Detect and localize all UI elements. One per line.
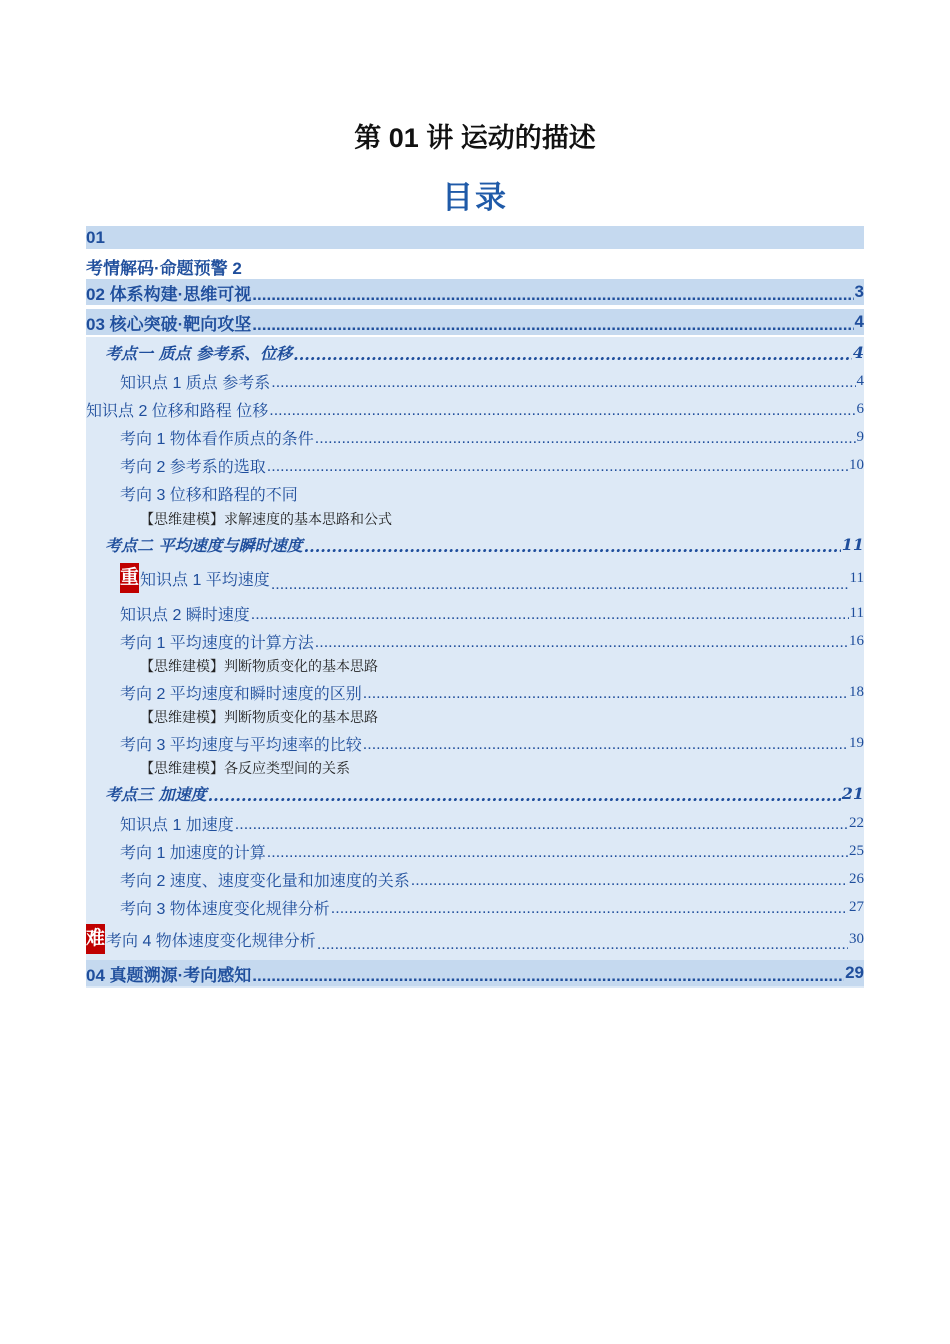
toc-entry-label: 考向 1 平均速度的计算方法 (120, 634, 314, 652)
toc-entry-label: 考向 1 加速度的计算 (120, 844, 266, 862)
toc-kaoxiang-3-3[interactable] (86, 895, 864, 919)
dot-leader (304, 541, 841, 557)
toc-page-number: 4 (852, 342, 864, 362)
toc-entry-label: 【思维建模】判断物质变化的基本思路 (140, 659, 378, 675)
dot-leader (267, 461, 848, 477)
toc-entry-label: 考点二 平均速度与瞬时速度 (105, 535, 303, 555)
toc-zhishidian-2-2[interactable] (86, 601, 864, 625)
toc-page-number: 16 (849, 632, 864, 649)
toc-zhishidian-2-1[interactable] (86, 561, 864, 595)
dot-leader (315, 433, 856, 449)
key-point-badge: 重 (120, 563, 139, 593)
toc-section-02[interactable] (86, 279, 864, 305)
toc-entry-label: 02 体系构建·思维可视 (86, 284, 252, 304)
toc-kaoxiang-3-1[interactable] (86, 839, 864, 863)
toc-kaoxiang-3-2[interactable] (86, 867, 864, 891)
toc-entry-label: 【思维建模】求解速度的基本思路和公式 (140, 512, 392, 528)
dot-leader (252, 319, 853, 335)
document-title: 第 01 讲 运动的描述 (354, 123, 596, 153)
dot-leader (252, 289, 853, 305)
dot-leader (269, 405, 855, 421)
toc-siwei-jianmo-2[interactable] (86, 655, 864, 677)
toc-kaoxiang-2-2[interactable] (86, 680, 864, 704)
toc-kaoxiang-1-1[interactable] (86, 425, 864, 449)
toc-siwei-jianmo-4[interactable] (86, 757, 864, 779)
toc-section-01-title[interactable] (86, 254, 864, 278)
toc-entry-label: 知识点 1 平均速度 (140, 571, 270, 589)
dot-leader (271, 377, 855, 393)
toc-entry-label: 04 真题溯源·考向感知 (86, 965, 252, 985)
dot-leader (331, 903, 848, 919)
toc-entry-label: 考点一 质点 参考系、位移 (105, 343, 293, 363)
toc-page-number: 11 (849, 604, 864, 621)
toc-kaoxiang-1-2[interactable] (86, 453, 864, 477)
toc-entry-label: 01 (86, 227, 105, 247)
toc-page-number: 10 (849, 456, 864, 473)
toc-page-number: 27 (849, 898, 864, 915)
toc-kaodian-2[interactable] (86, 531, 864, 557)
toc-kaoxiang-2-3[interactable] (86, 731, 864, 755)
toc-entry-label: 考向 3 平均速度与平均速率的比较 (120, 736, 362, 754)
toc-siwei-jianmo-3[interactable] (86, 706, 864, 728)
toc-entry-label: 考向 3 物体速度变化规律分析 (120, 900, 330, 918)
toc-entry-label: 03 核心突破·靶向攻坚 (86, 314, 252, 334)
dot-leader (208, 790, 841, 806)
toc-page-number: 4 (854, 312, 864, 331)
toc-kaoxiang-3-4[interactable] (86, 923, 864, 955)
dot-leader (252, 970, 844, 986)
toc-page-number: 30 (849, 930, 864, 947)
dot-leader (411, 875, 848, 891)
dot-leader (251, 609, 849, 625)
toc-kaoxiang-2-1[interactable] (86, 629, 864, 653)
toc-entry-label: 【思维建模】各反应类型间的关系 (140, 761, 350, 777)
toc-page-number: 22 (849, 814, 864, 831)
toc-section-03[interactable] (86, 309, 864, 335)
dot-leader (293, 349, 852, 365)
toc-entry-label: 考向 2 参考系的选取 (120, 458, 266, 476)
toc-page-number: 9 (856, 428, 864, 445)
toc-zhishidian-1-2[interactable] (86, 397, 864, 421)
toc-siwei-jianmo-1[interactable] (86, 508, 864, 530)
dot-leader (267, 847, 848, 863)
toc-kaodian-1[interactable] (86, 339, 864, 365)
toc-entry-label: 考向 2 平均速度和瞬时速度的区别 (120, 685, 362, 703)
toc-page-number: 11 (841, 534, 864, 554)
toc-entry-label: 考向 4 物体速度变化规律分析 (106, 932, 316, 950)
dot-leader (363, 688, 848, 704)
toc-entry-label: 知识点 1 加速度 (120, 816, 234, 834)
toc-section-04[interactable] (86, 960, 864, 986)
toc-section-01[interactable] (86, 226, 864, 249)
dot-leader (235, 819, 848, 835)
toc-page-number: 3 (854, 282, 864, 301)
toc-entry-label: 【思维建模】判断物质变化的基本思路 (140, 710, 378, 726)
difficult-badge: 难 (86, 924, 105, 954)
toc-page-number: 11 (849, 569, 864, 586)
toc-entry-label: 考向 3 位移和路程的不同 (120, 486, 298, 504)
dot-leader (315, 637, 848, 653)
toc-page-number: 21 (841, 783, 864, 803)
toc-page-number: 6 (856, 400, 864, 417)
toc-kaoxiang-1-3[interactable] (86, 481, 864, 505)
toc-entry-label: 知识点 2 位移和路程 位移 (86, 402, 269, 420)
toc-zhishidian-3-1[interactable] (86, 811, 864, 835)
toc-zhishidian-1-1[interactable] (86, 369, 864, 393)
toc-page-number: 25 (849, 842, 864, 859)
toc-page-number: 19 (849, 734, 864, 751)
toc-entry-label: 考向 2 速度、速度变化量和加速度的关系 (120, 872, 410, 890)
toc-page-number: 4 (856, 372, 864, 389)
toc-kaodian-3[interactable] (86, 780, 864, 806)
toc-heading: 目录 (442, 180, 508, 215)
dot-leader (271, 579, 849, 595)
dot-leader (363, 739, 848, 755)
toc-entry-label: 知识点 1 质点 参考系 (120, 374, 271, 392)
toc-page-number: 18 (849, 683, 864, 700)
dot-leader (317, 939, 848, 955)
toc-entry-label: 考向 1 物体看作质点的条件 (120, 430, 314, 448)
toc-page-number: 26 (849, 870, 864, 887)
toc-entry-label: 知识点 2 瞬时速度 (120, 606, 250, 624)
toc-entry-label: 考点三 加速度 (105, 784, 207, 804)
toc-entry-label: 考情解码·命题预警 2 (86, 258, 242, 278)
toc-page-number: 29 (845, 963, 864, 982)
